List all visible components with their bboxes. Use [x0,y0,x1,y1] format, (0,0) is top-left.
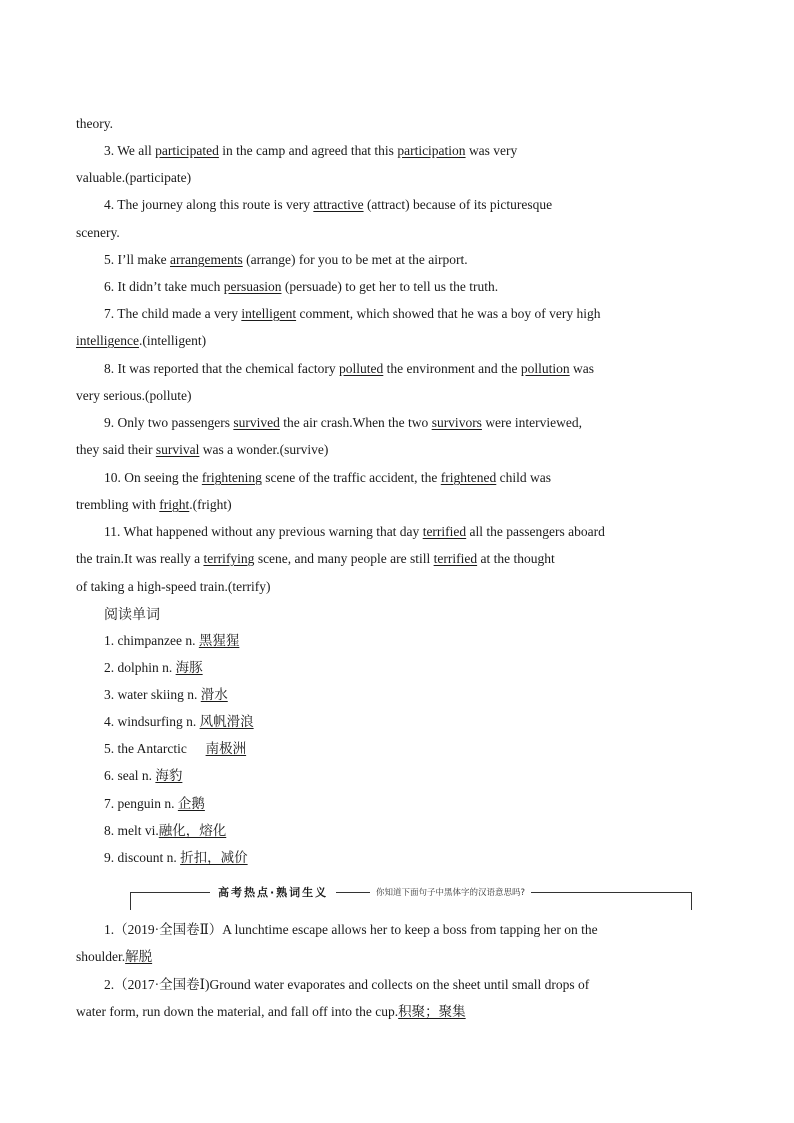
vocab-item [104,767,182,785]
text: comment, which showed that he was a boy of very high [296,306,601,321]
answer-blank: persuasion [223,279,282,294]
item-3-line-1 [104,142,517,160]
answer-blank: fright [159,497,190,512]
answer-blank: 黑猩猩 [198,633,240,648]
text: 1.（2019·全国卷Ⅱ）A lunchtime escape allows her to keep a boss from tapping her on the [104,922,598,937]
term: 1. chimpanzee n. [104,633,199,648]
item-9-line-1 [104,414,582,432]
item-7-line-2 [76,332,206,350]
text: valuable.(participate) [76,170,192,185]
item-11-line-2 [76,550,555,568]
text: scene of the traffic accident, the [261,470,441,485]
text: the environment and the [383,361,521,376]
item-8-line-1 [104,360,594,378]
section-banner [130,876,692,912]
text: 8. It was reported that the chemical factory [104,361,340,376]
vocab-item [104,713,254,731]
text: very serious.(pollute) [76,388,192,403]
banner-corner [691,892,692,910]
item-11-line-3 [76,578,271,596]
item-6-line [104,278,498,296]
term: 2. dolphin n. [104,660,176,675]
text: 4. The journey along this route is very [104,197,314,212]
banner-title: 高考热点·熟词生义 [210,884,336,900]
vocab-item [104,795,205,813]
banner-corner [130,892,131,910]
text: in the camp and agreed that this [218,143,398,158]
term: 7. penguin n. [104,796,178,811]
text: scenery. [76,225,120,240]
text: they said their [76,442,156,457]
hot-item-2-line-2 [76,1003,466,1021]
item-5-line [104,251,468,269]
item-9-line-2 [76,441,328,459]
text: 5. I’ll make [104,252,170,267]
answer-blank: survived [233,415,280,430]
answer-blank: arrangements [169,252,243,267]
answer-blank: intelligent [241,306,297,321]
answer-blank: 折扣，减价 [180,850,248,865]
text: (persuade) to get her to tell us the truth. [281,279,499,294]
term: 9. discount n. [104,850,181,865]
answer-blank: terrified [422,524,467,539]
answer-blank: 积聚；聚集 [398,1004,466,1019]
text: 11. What happened without any previous warning that day [104,524,423,539]
text: of taking a high-speed train.(terrify) [76,579,271,594]
text: .(fright) [189,497,232,512]
text: was [569,361,595,376]
text: child was [496,470,552,485]
hot-item-2-line-1 [104,976,589,994]
answer-blank: survivors [431,415,482,430]
item-10-line-1 [104,469,551,487]
term: 4. windsurfing n. [104,714,200,729]
text: 7. The child made a very [104,306,242,321]
answer-blank: 风帆滑浪 [199,714,254,729]
text: (arrange) for you to be met at the airport. [242,252,468,267]
answer-blank: frightening [201,470,262,485]
item-4-line-1 [104,196,552,214]
answer-blank: 企鹅 [177,796,205,811]
term: 3. water skiing n. [104,687,201,702]
answer-blank: terrifying [203,551,255,566]
item-4-line-2 [76,224,120,242]
text: were interviewed, [481,415,583,430]
text: 10. On seeing the [104,470,202,485]
answer-blank: 海豚 [175,660,203,675]
item-7-line-1 [104,305,601,323]
text: was very [465,143,518,158]
answer-blank: participation [397,143,466,158]
answer-blank: polluted [339,361,384,376]
text: scene, and many people are still [254,551,434,566]
text: shoulder. [76,949,126,964]
text: water form, run down the material, and fall off into the cup. [76,1004,399,1019]
vocab-item [104,686,228,704]
vocab-item [104,740,246,758]
answer-blank: 滑水 [200,687,228,702]
answer-blank: attractive [313,197,364,212]
banner-subtitle: 你知道下面句子中黑体字的汉语意思吗? [370,886,531,898]
text: (attract) because of its picturesque [363,197,553,212]
answer-blank: pollution [520,361,570,376]
vocab-item [104,659,203,677]
answer-blank: 海豹 [155,768,183,783]
text: theory. [76,116,113,131]
hot-item-1-line-1 [104,921,598,939]
text: the train.It was really a [76,551,204,566]
text-line [76,115,113,133]
text: was a wonder.(survive) [199,442,329,457]
term: 5. the Antarctic [104,741,194,756]
item-10-line-2 [76,496,232,514]
text: 6. It didn’t take much [104,279,224,294]
text: 2.（2017·全国卷Ⅰ)Ground water evaporates and collects on the sheet until small drops of [104,977,590,992]
item-8-line-2 [76,387,191,405]
answer-blank: 解脱 [125,949,153,964]
section-heading: 阅读单词 [104,607,160,623]
answer-blank: 南极洲 [205,741,247,756]
text: .(intelligent) [138,333,207,348]
vocab-item [104,849,248,867]
text: all the passengers aboard [466,524,605,539]
vocab-item [104,822,226,840]
term: 6. seal n. [104,768,156,783]
answer-blank: intelligence [76,333,139,348]
vocab-item [104,632,239,650]
text: at the thought [477,551,555,566]
text: trembling with [76,497,160,512]
answer-blank: frightened [440,470,497,485]
answer-blank: participated [155,143,219,158]
item-11-line-1 [104,523,605,541]
text: the air crash.When the two [279,415,432,430]
term: 8. melt vi. [104,823,159,838]
answer-blank: 融化，熔化 [158,823,227,838]
answer-blank: survival [155,442,200,457]
answer-blank: terrified [433,551,478,566]
item-3-line-2 [76,169,191,187]
text: 3. We all [104,143,156,158]
text: 9. Only two passengers [104,415,234,430]
hot-item-1-line-2 [76,948,152,966]
